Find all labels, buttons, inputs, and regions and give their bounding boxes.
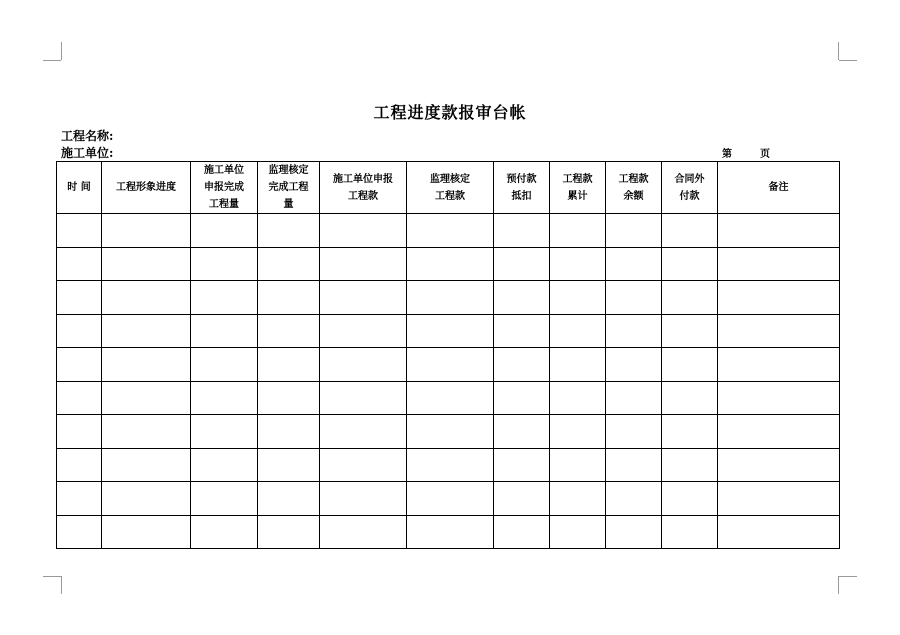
table-cell[interactable] [662, 314, 718, 348]
table-cell[interactable] [320, 482, 407, 516]
table-cell[interactable] [102, 348, 191, 382]
table-cell[interactable] [494, 482, 550, 516]
table-cell[interactable] [320, 281, 407, 315]
table-cell[interactable] [718, 515, 840, 549]
table-cell[interactable] [258, 214, 320, 248]
table-cell[interactable] [320, 415, 407, 449]
col-header-advance-deduction: 预付款 抵扣 [494, 162, 550, 214]
table-cell[interactable] [550, 482, 606, 516]
col-header-remarks: 备注 [718, 162, 840, 214]
crop-mark-top-left-v [61, 42, 62, 60]
table-cell[interactable] [718, 247, 840, 281]
table-cell[interactable] [258, 381, 320, 415]
table-cell[interactable] [258, 314, 320, 348]
table-cell[interactable] [57, 281, 102, 315]
table-cell[interactable] [718, 281, 840, 315]
table-row [57, 214, 840, 248]
table-cell[interactable] [191, 247, 258, 281]
col-header-extra-payment: 合同外 付款 [662, 162, 718, 214]
table-cell[interactable] [550, 381, 606, 415]
table-cell[interactable] [57, 214, 102, 248]
table-cell[interactable] [320, 314, 407, 348]
table-cell[interactable] [718, 448, 840, 482]
table-cell[interactable] [606, 348, 662, 382]
table-cell[interactable] [407, 381, 494, 415]
table-cell[interactable] [102, 415, 191, 449]
table-cell[interactable] [550, 214, 606, 248]
table-cell[interactable] [718, 314, 840, 348]
table-cell[interactable] [102, 214, 191, 248]
table-cell[interactable] [407, 247, 494, 281]
col-header-time: 时 间 [57, 162, 102, 214]
table-cell[interactable] [191, 448, 258, 482]
col-header-contractor-quantity: 施工单位 申报完成 工程量 [191, 162, 258, 214]
table-cell[interactable] [606, 281, 662, 315]
table-cell[interactable] [320, 448, 407, 482]
table-cell[interactable] [57, 482, 102, 516]
table-header-row [57, 162, 840, 214]
table-cell[interactable] [258, 348, 320, 382]
table-row [57, 482, 840, 516]
table-cell[interactable] [57, 515, 102, 549]
table-cell[interactable] [550, 415, 606, 449]
table-cell[interactable] [191, 281, 258, 315]
crop-mark-top-right-h [839, 60, 857, 61]
table-cell[interactable] [494, 448, 550, 482]
table-cell[interactable] [662, 415, 718, 449]
table-cell[interactable] [320, 214, 407, 248]
page-number [722, 145, 770, 160]
document-title: 工程进度款报审台帐 [373, 103, 527, 122]
table-cell[interactable] [102, 448, 191, 482]
table-cell[interactable] [606, 214, 662, 248]
table-cell[interactable] [494, 214, 550, 248]
table-cell[interactable] [258, 247, 320, 281]
crop-mark-top-right-v [838, 42, 839, 60]
table-cell[interactable] [494, 281, 550, 315]
table-cell[interactable] [606, 314, 662, 348]
table-cell[interactable] [718, 214, 840, 248]
table-cell[interactable] [606, 247, 662, 281]
table-cell[interactable] [550, 281, 606, 315]
table-cell[interactable] [407, 348, 494, 382]
table-cell[interactable] [494, 314, 550, 348]
table-cell[interactable] [662, 448, 718, 482]
table-cell[interactable] [718, 348, 840, 382]
table-cell[interactable] [320, 247, 407, 281]
table-cell[interactable] [258, 515, 320, 549]
col-header-supervisor-amount: 监理核定 工程款 [407, 162, 494, 214]
table-cell[interactable] [407, 415, 494, 449]
crop-mark-bottom-right-h [839, 576, 857, 577]
table-cell[interactable] [320, 381, 407, 415]
table-cell[interactable] [102, 314, 191, 348]
crop-mark-top-left-h [43, 60, 61, 61]
table-row [57, 448, 840, 482]
table-cell[interactable] [494, 515, 550, 549]
table-cell[interactable] [494, 247, 550, 281]
table-cell[interactable] [258, 448, 320, 482]
table-cell[interactable] [662, 515, 718, 549]
table-cell[interactable] [407, 314, 494, 348]
table-cell[interactable] [407, 281, 494, 315]
table-cell[interactable] [606, 515, 662, 549]
table-row [57, 348, 840, 382]
table-cell[interactable] [320, 348, 407, 382]
crop-mark-bottom-right-v [838, 576, 839, 594]
table-cell[interactable] [102, 381, 191, 415]
table-cell[interactable] [606, 381, 662, 415]
table-cell[interactable] [191, 214, 258, 248]
page-prefix: 第 [722, 149, 732, 160]
table-cell[interactable] [102, 247, 191, 281]
project-name-label: 工程名称: [61, 129, 114, 143]
table-cell[interactable] [550, 247, 606, 281]
table-cell[interactable] [191, 482, 258, 516]
col-header-contractor-amount: 施工单位申报 工程款 [320, 162, 407, 214]
table-cell[interactable] [662, 281, 718, 315]
table-cell[interactable] [258, 281, 320, 315]
table-cell[interactable] [718, 482, 840, 516]
table-cell[interactable] [606, 482, 662, 516]
table-cell[interactable] [191, 314, 258, 348]
col-header-progress: 工程形象进度 [102, 162, 191, 214]
table-cell[interactable] [258, 482, 320, 516]
table-cell[interactable] [550, 314, 606, 348]
col-header-balance: 工程款 余额 [606, 162, 662, 214]
table-cell[interactable] [662, 482, 718, 516]
table-cell[interactable] [494, 381, 550, 415]
table-cell[interactable] [718, 415, 840, 449]
table-cell[interactable] [606, 448, 662, 482]
col-header-cumulative: 工程款 累计 [550, 162, 606, 214]
table-cell[interactable] [662, 214, 718, 248]
table-cell[interactable] [102, 482, 191, 516]
table-cell[interactable] [57, 381, 102, 415]
crop-mark-bottom-left-v [61, 576, 62, 594]
table-cell[interactable] [662, 381, 718, 415]
contractor-label: 施工单位: [61, 146, 114, 160]
table-cell[interactable] [57, 448, 102, 482]
table-cell[interactable] [258, 415, 320, 449]
crop-mark-bottom-left-h [43, 576, 61, 577]
table-cell[interactable] [57, 348, 102, 382]
table-cell[interactable] [550, 348, 606, 382]
table-cell[interactable] [191, 348, 258, 382]
table-cell[interactable] [606, 415, 662, 449]
table-row [57, 381, 840, 415]
table-cell[interactable] [191, 415, 258, 449]
table-cell[interactable] [57, 314, 102, 348]
progress-payment-ledger-table [56, 161, 840, 549]
table-cell[interactable] [662, 348, 718, 382]
table-cell[interactable] [550, 448, 606, 482]
table-cell[interactable] [407, 214, 494, 248]
table-row [57, 415, 840, 449]
table-row [57, 281, 840, 315]
table-cell[interactable] [718, 381, 840, 415]
table-cell[interactable] [494, 348, 550, 382]
table-cell[interactable] [191, 381, 258, 415]
page-suffix: 页 [760, 149, 770, 160]
table-row [57, 314, 840, 348]
table-cell[interactable] [102, 281, 191, 315]
table-cell[interactable] [102, 515, 191, 549]
table-row [57, 247, 840, 281]
table-cell[interactable] [662, 247, 718, 281]
table-cell[interactable] [320, 515, 407, 549]
table-cell[interactable] [407, 482, 494, 516]
table-cell[interactable] [191, 515, 258, 549]
table-cell[interactable] [407, 515, 494, 549]
col-header-supervisor-quantity: 监理核定 完成工程 量 [258, 162, 320, 214]
table-cell[interactable] [550, 515, 606, 549]
table-row [57, 515, 840, 549]
table-cell[interactable] [407, 448, 494, 482]
table-cell[interactable] [57, 247, 102, 281]
table-cell[interactable] [57, 415, 102, 449]
table-cell[interactable] [494, 415, 550, 449]
